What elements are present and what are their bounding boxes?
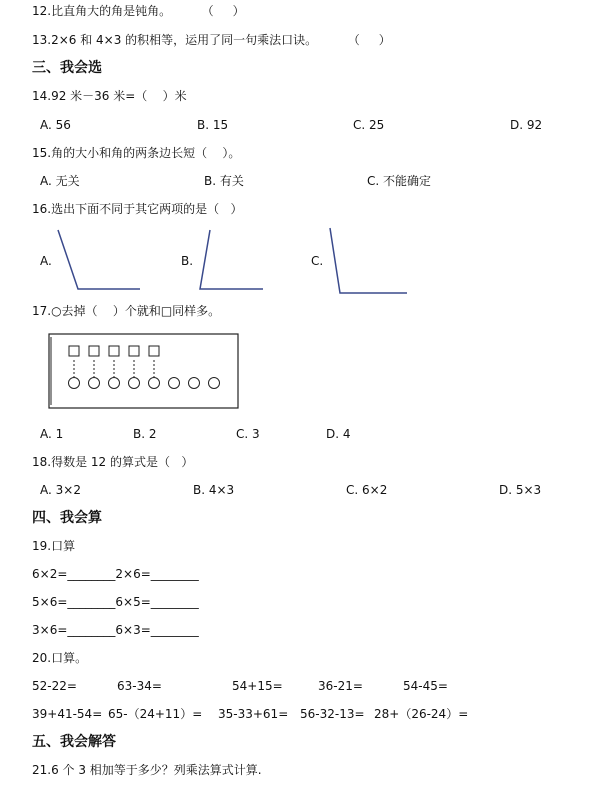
question-12: 12.比直角大的角是钝角。 （ ） bbox=[32, 4, 245, 18]
q17-circle bbox=[189, 378, 200, 389]
question-13: 13.2×6 和 4×3 的积相等，运用了同一句乘法口诀。 （ ） bbox=[32, 33, 391, 47]
q17-option-b: B. 2 bbox=[133, 427, 157, 441]
question-17-stem: 17.○去掉（ ）个就和□同样多。 bbox=[32, 304, 221, 318]
q17-square bbox=[109, 346, 119, 356]
section-4-heading: 四、我会算 bbox=[32, 510, 102, 526]
question-15-stem: 15.角的大小和角的两条边长短（ ）。 bbox=[32, 146, 241, 160]
q20-row1-item-4: 36-21= bbox=[318, 679, 363, 693]
q17-circle bbox=[149, 378, 160, 389]
q14-option-c: C. 25 bbox=[353, 118, 385, 132]
q16-angle-a-figure bbox=[56, 228, 146, 294]
q17-circle bbox=[109, 378, 120, 389]
q16-angle-b-figure bbox=[197, 228, 267, 294]
q17-square bbox=[89, 346, 99, 356]
section-3-heading: 三、我会选 bbox=[32, 60, 102, 76]
q16-option-b: B. bbox=[181, 254, 194, 268]
q20-row1-item-5: 54-45= bbox=[403, 679, 448, 693]
question-14-stem: 14.92 米－36 米=（ ）米 bbox=[32, 89, 187, 103]
q20-row1-item-3: 54+15= bbox=[232, 679, 283, 693]
q18-option-a: A. 3×2 bbox=[40, 483, 81, 497]
q19-row-3: 3×6=________6×3=________ bbox=[32, 623, 199, 637]
q20-row2-item-4: 56-32-13= bbox=[300, 707, 365, 721]
q18-option-d: D. 5×3 bbox=[499, 483, 542, 497]
q15-option-c: C. 不能确定 bbox=[367, 174, 432, 188]
q16-angle-c-figure bbox=[327, 226, 412, 296]
q16-option-c: C. bbox=[311, 254, 324, 268]
q17-circle bbox=[209, 378, 220, 389]
q20-row2-item-2: 65-（24+11）= bbox=[108, 707, 203, 721]
q17-option-c: C. 3 bbox=[236, 427, 260, 441]
q17-option-a: A. 1 bbox=[40, 427, 64, 441]
q20-row1-item-2: 63-34= bbox=[117, 679, 162, 693]
question-20-stem: 20.口算。 bbox=[32, 651, 88, 665]
q14-option-d: D. 92 bbox=[510, 118, 543, 132]
question-16-stem: 16.选出下面不同于其它两项的是（ ） bbox=[32, 202, 243, 216]
q15-option-a: A. 无关 bbox=[40, 174, 80, 188]
q20-row2-item-3: 35-33+61= bbox=[218, 707, 289, 721]
q19-row-1: 6×2=________2×6=________ bbox=[32, 567, 199, 581]
q17-circle bbox=[69, 378, 80, 389]
q18-option-b: B. 4×3 bbox=[193, 483, 235, 497]
q17-circle bbox=[129, 378, 140, 389]
question-21: 21.6 个 3 相加等于多少？列乘法算式计算. bbox=[32, 763, 262, 777]
q17-circle bbox=[169, 378, 180, 389]
q17-square bbox=[129, 346, 139, 356]
q17-figure-box bbox=[48, 333, 240, 411]
q17-circle bbox=[89, 378, 100, 389]
section-5-heading: 五、我会解答 bbox=[32, 734, 116, 750]
question-19-stem: 19.口算 bbox=[32, 539, 76, 553]
q17-option-d: D. 4 bbox=[326, 427, 351, 441]
q14-option-a: A. 56 bbox=[40, 118, 71, 132]
q14-option-b: B. 15 bbox=[197, 118, 229, 132]
q20-row2-item-5: 28+（26-24）= bbox=[374, 707, 469, 721]
q16-option-a: A. bbox=[40, 254, 52, 268]
q19-row-2: 5×6=________6×5=________ bbox=[32, 595, 199, 609]
question-18-stem: 18.得数是 12 的算式是（ ） bbox=[32, 455, 194, 469]
q18-option-c: C. 6×2 bbox=[346, 483, 388, 497]
q17-square bbox=[69, 346, 79, 356]
q20-row2-item-1: 39+41-54= bbox=[32, 707, 103, 721]
q15-option-b: B. 有关 bbox=[204, 174, 244, 188]
q20-row1-item-1: 52-22= bbox=[32, 679, 77, 693]
q17-square bbox=[149, 346, 159, 356]
